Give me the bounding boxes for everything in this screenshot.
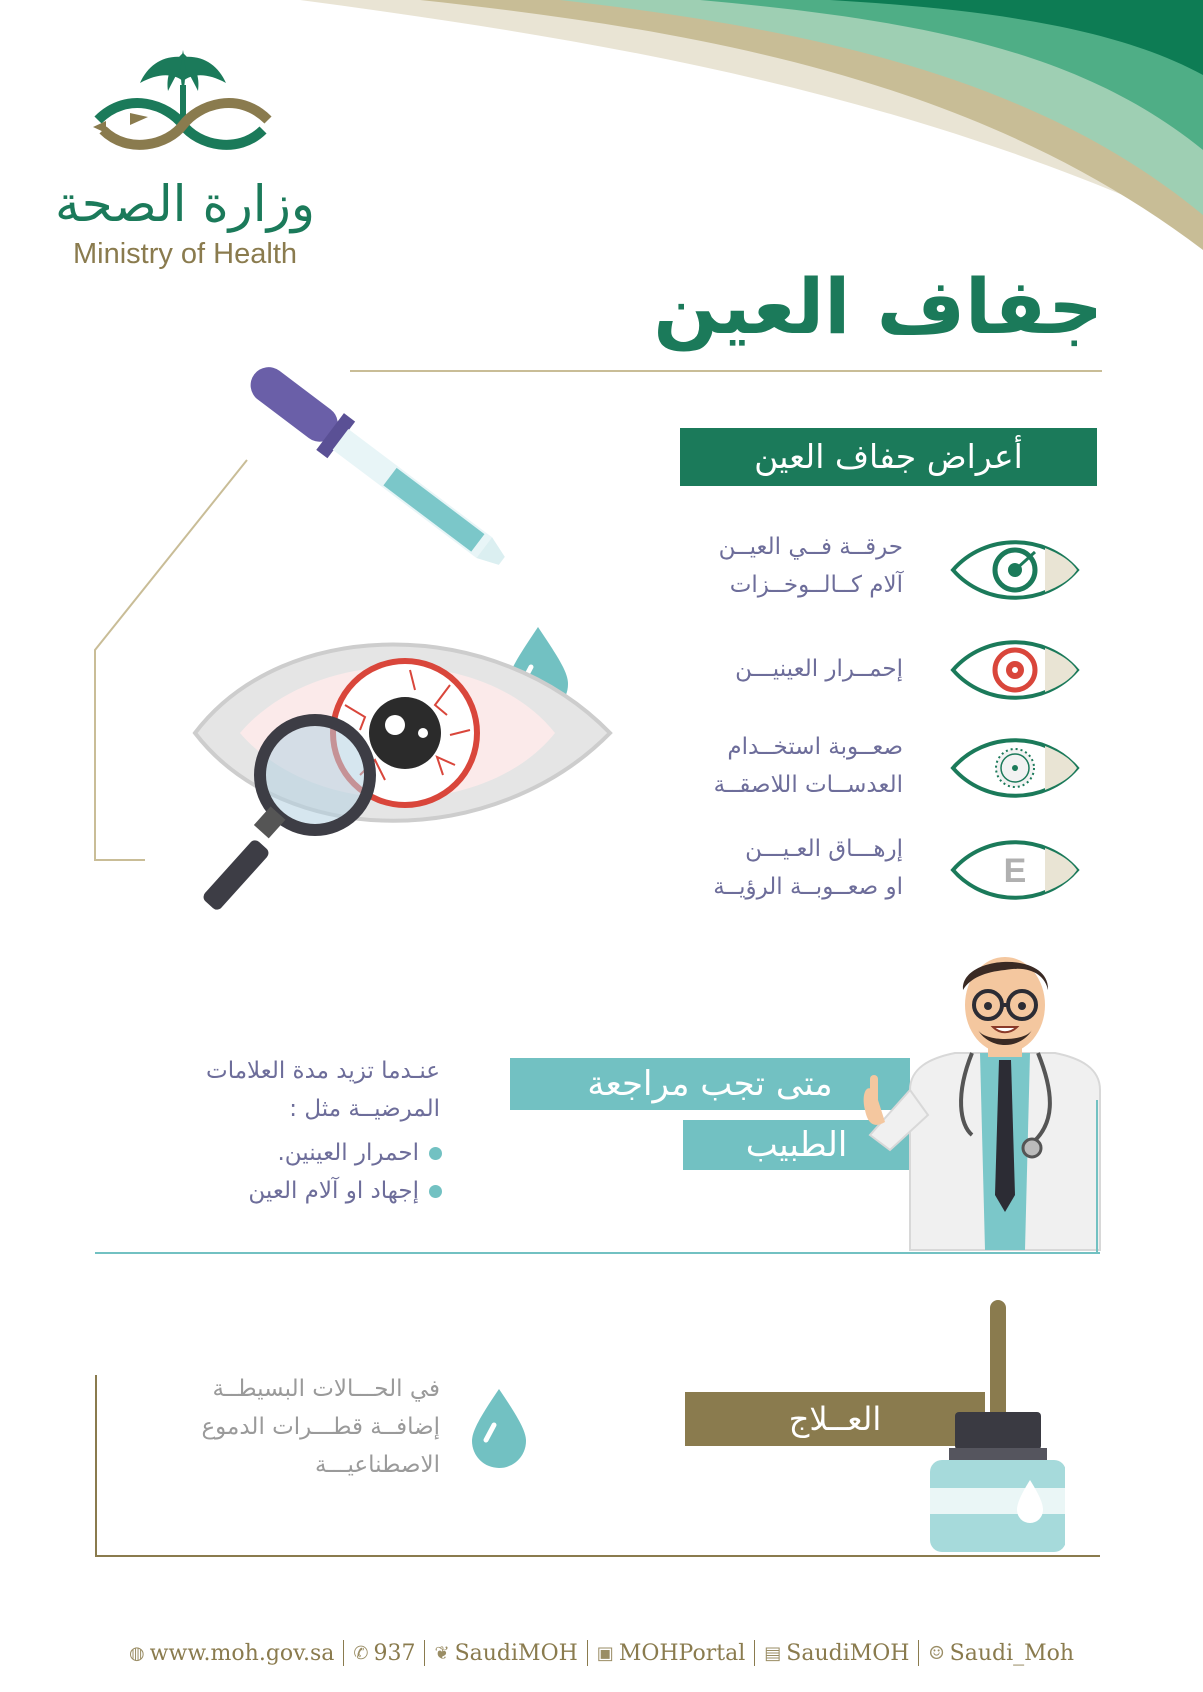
treatment-heading: العــلاج (685, 1392, 985, 1446)
svg-text:E: E (1003, 852, 1027, 890)
page-title: جفاف العين (653, 262, 1103, 351)
doctor-intro-text: عنـدما تزيد مدة العلامات المرضيــة مثل : (206, 1058, 440, 1122)
eye-letter-icon (950, 838, 1080, 902)
snapchat-icon: ☺ (928, 1642, 945, 1664)
eye-red-icon (950, 638, 1080, 702)
bullet-dot-icon (429, 1147, 442, 1160)
eye-drop-bottle-illustration (925, 1300, 1065, 1560)
doctor-heading-line1: متى تجب مراجعة (510, 1058, 910, 1110)
eye-lens-icon (950, 736, 1080, 800)
bullet-dot-icon (429, 1185, 442, 1198)
treatment-left-bracket (95, 1375, 97, 1557)
doctor-bullet-2: إجهاد او آلام العين (220, 1178, 442, 1204)
footer-twitter[interactable]: ❦ SaudiMOH (434, 1640, 578, 1666)
facebook-icon: ▤ (764, 1642, 782, 1664)
twitter-icon: ❦ (434, 1642, 450, 1664)
symptom-1-text: حرقــة فــي العيــن آلام كــالــوخــزات (718, 534, 903, 598)
symptom-3-text: صعــوبة استخــدام العدســات اللاصقــة (713, 734, 903, 798)
symptom-4-text: إرهـــاق العـيـــن او صعــوبــة الرؤيــة (713, 836, 903, 900)
doctor-section-bracket (1096, 1100, 1098, 1254)
treatment-text: في الحـــالات البسيطــة إضافــة قطـــرات الدموع الاصطناعيـــة (201, 1376, 440, 1478)
doctor-heading-line2: الطبيب (683, 1120, 910, 1170)
youtube-icon: ▣ (596, 1642, 614, 1664)
footer-youtube[interactable]: ▣ MOHPortal (596, 1640, 746, 1666)
globe-icon: ◍ (128, 1642, 145, 1664)
symptom-2-text: إحمــرار العينيـــن (735, 656, 903, 682)
doctor-illustration (860, 950, 1110, 1255)
treatment-drop-icon (468, 1385, 530, 1470)
phone-icon: ✆ (353, 1642, 369, 1664)
symptoms-heading: أعراض جفاف العين (680, 428, 1097, 486)
eye-dropper-illustration (250, 360, 540, 610)
logo-arabic-text: وزارة الصحة (55, 175, 315, 233)
logo-english-text: Ministry of Health (72, 238, 297, 270)
doctor-section-divider (95, 1252, 1100, 1254)
eye-target-icon (950, 538, 1080, 602)
footer-website[interactable]: ◍ www.moh.gov.sa (128, 1640, 335, 1666)
ministry-logo (88, 45, 278, 165)
footer-phone[interactable]: ✆ 937 (353, 1640, 416, 1666)
footer-facebook[interactable]: ▤ SaudiMOH (764, 1640, 910, 1666)
footer-snapchat[interactable]: ☺ Saudi_Moh (928, 1640, 1075, 1666)
red-eye-illustration (185, 625, 615, 935)
doctor-bullet-1: احمرار العينين. (220, 1140, 442, 1166)
footer-contacts (0, 1640, 1203, 1666)
